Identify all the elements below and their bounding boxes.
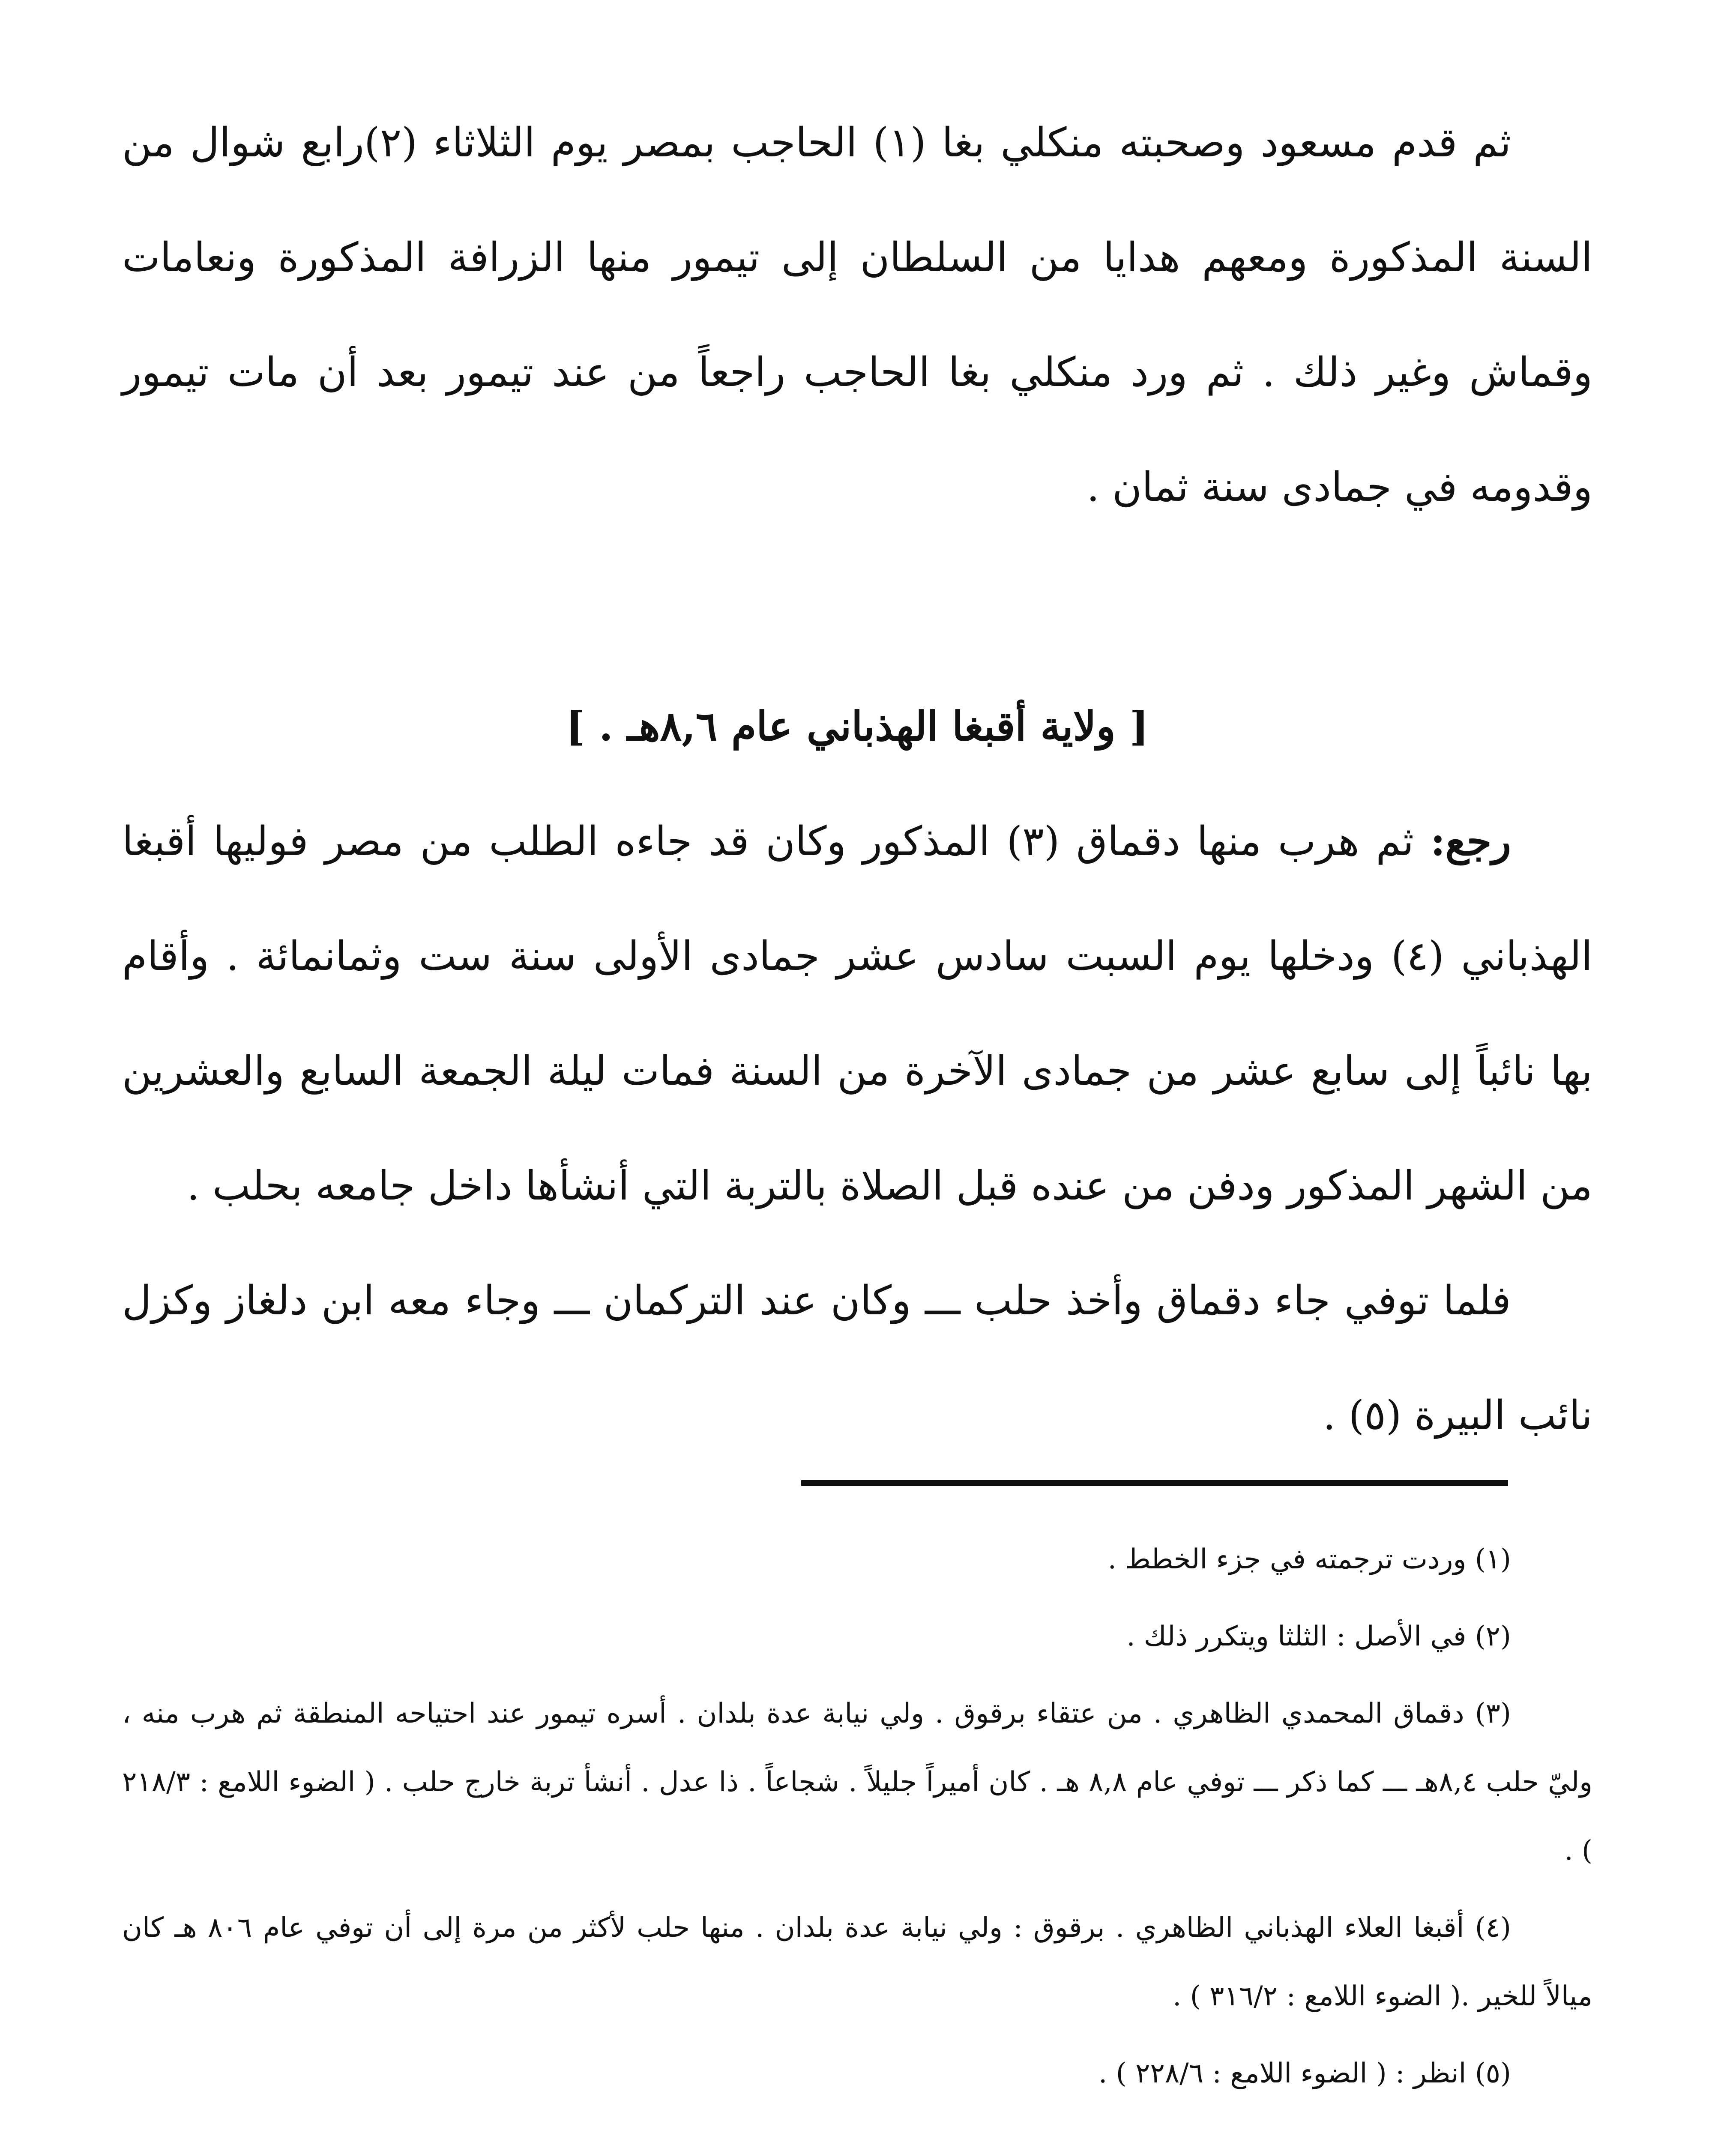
lead-word: رجع:: [1430, 818, 1512, 865]
paragraph-section-1: [122, 784, 1592, 1244]
paragraph-section-1-text: ثم هرب منها دقماق (٣) المذكور وكان قد جاءه الطلب من مصر فوليها أقبغا الهذباني (٤) ودخلها يوم السبت سادس عشر جمادى الأولى سنة ست وثمانمائة . وأقام بها نائباً إلى سابع عشر من جمادى الآخرة من السنة فمات ليلة الجمعة السابع والعشرين من الشهر المذكور ودفن من عنده قبل الصلاة بالتربة التي أنشأها داخل جامعه بحلب .: [122, 818, 1592, 1209]
footnotes: [122, 1525, 1592, 2116]
paragraph-section-2: فلما توفي جاء دقماق وأخذ حلب ـــ وكان عند التركمان ـــ وجاء معه ابن دلغاز وكزل نائب البيرة (٥) .: [122, 1277, 1592, 1439]
paragraph-opening: ثم قدم مسعود وصحبته منكلي بغا (١) الحاجب بمصر يوم الثلاثاء (٢)رابع شوال من السنة المذكورة ومعهم هدايا من السلطان إلى تيمور منها الزرافة المذكورة ونعامات وقماش وغير ذلك . ثم ورد منكلي بغا الحاجب راجعاً من عند تيمور بعد أن مات تيمور وقدومه في جمادى سنة ثمان .: [122, 120, 1592, 511]
section-title: [ ولاية أقبغا الهذباني عام ٨,٦هـ . ]: [566, 703, 1149, 750]
footnote-2: (٢) في الأصل : الثلثا ويتكرر ذلك .: [1126, 1621, 1511, 1652]
footnote-separator: [801, 1480, 1508, 1486]
footnote-1: (١) وردت ترجمته في جزء الخطط .: [1107, 1544, 1511, 1575]
footnote-4: (٤) أقبغا العلاء الهذباني الظاهري . برقوق : ولي نيابة عدة بلدان . منها حلب لأكثر من مرة إلى أن توفي عام ٨٠٦ هـ كان ميالاً للخير .( الضوء اللامع : ٣١٦/٢ ) .: [122, 1912, 1592, 2012]
main-text: [122, 86, 1592, 1473]
footnote-5: (٥) انظر : ( الضوء اللامع : ٢٢٨/٦ ) .: [1098, 2058, 1511, 2089]
footnote-3: (٣) دقماق المحمدي الظاهري . من عتقاء برقوق . ولي نيابة عدة بلدان . أسره تيمور عند احتياحه المنطقة ثم هرب منه ، وليّ حلب ٨,٤هـ ـــ كما ذكر ـــ توفي عام ٨,٨ هـ . كان أميراً جليلاً . شجاعاً . ذا عدل . أنشأ تربة خارج حلب . ( الضوء اللامع : ٢١٨/٣ ) .: [122, 1698, 1592, 1867]
